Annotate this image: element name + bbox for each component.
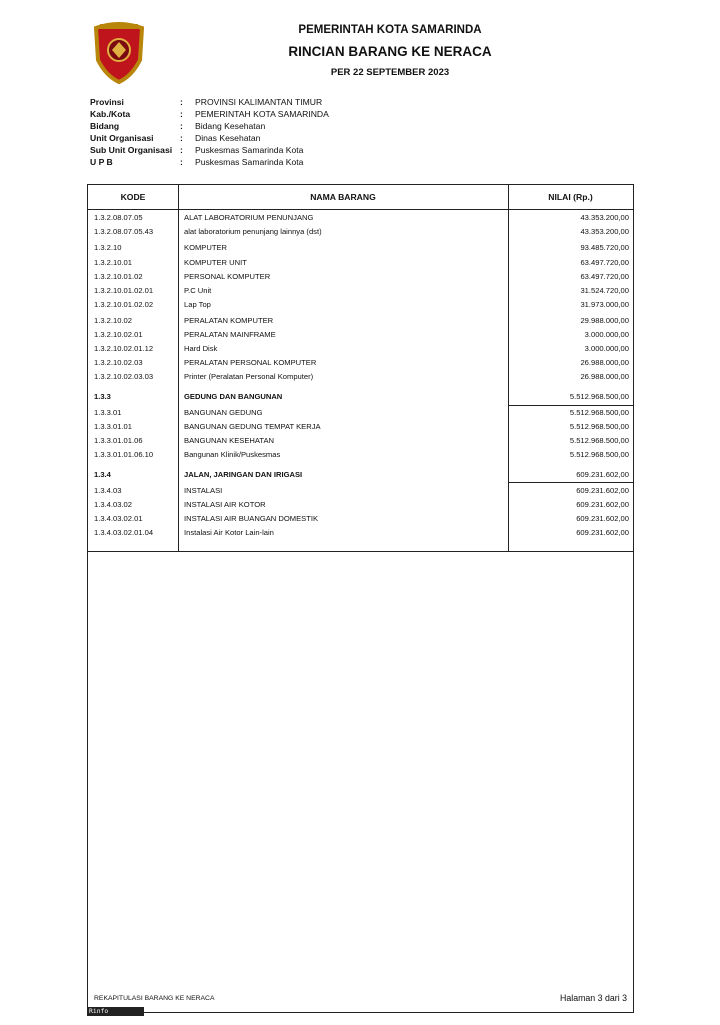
kode-cell: 1.3.2.08.07.05.43 <box>94 227 154 236</box>
info-label: Kab./Kota <box>90 109 131 119</box>
table-row <box>88 512 633 525</box>
info-row-upb: U P B : Puskesmas Samarinda Kota <box>90 156 495 168</box>
table-row <box>88 342 633 355</box>
nama-barang-cell: GEDUNG DAN BANGUNAN <box>184 392 283 401</box>
nilai-cell: 43.353.200,00 <box>580 227 629 236</box>
kode-cell: 1.3.4 <box>94 470 111 479</box>
table-row <box>88 328 633 341</box>
nama-barang-cell: BANGUNAN GEDUNG <box>184 408 263 417</box>
nama-barang-cell: Bangunan Klinik/Puskesmas <box>184 450 281 459</box>
nilai-cell: 609.231.602,00 <box>576 514 629 523</box>
table-row <box>88 390 633 403</box>
table-row <box>88 225 633 238</box>
table-row <box>88 484 633 497</box>
info-row-sub-unit: Sub Unit Organisasi : Puskesmas Samarinda Kota <box>90 144 495 156</box>
nilai-cell: 5.512.968.500,00 <box>569 408 629 417</box>
header-nilai: NILAI (Rp.) <box>548 192 593 202</box>
page-title: RINCIAN BARANG KE NERACA <box>288 44 492 59</box>
kode-cell: 1.3.3 <box>94 392 111 401</box>
kode-cell: 1.3.2.10.01.02 <box>94 272 143 281</box>
kode-cell: 1.3.3.01.01.06 <box>94 436 143 445</box>
nilai-cell: 609.231.602,00 <box>576 486 629 495</box>
nama-barang-cell: KOMPUTER <box>184 243 228 252</box>
info-row-kabkota: Kab./Kota : PEMERINTAH KOTA SAMARINDA <box>90 108 495 120</box>
info-value: Puskesmas Samarinda Kota <box>195 157 304 167</box>
header-kode: KODE <box>120 192 146 202</box>
nilai-cell: 5.512.968.500,00 <box>569 422 629 431</box>
nilai-cell: 93.485.720,00 <box>580 243 629 252</box>
kode-cell: 1.3.2.10.02.01 <box>94 330 143 339</box>
kode-cell: 1.3.2.10.01.02.02 <box>94 300 154 309</box>
nama-barang-cell: ALAT LABORATORIUM PENUNJANG <box>184 213 314 222</box>
table-row <box>88 241 633 254</box>
info-value: PROVINSI KALIMANTAN TIMUR <box>195 97 323 107</box>
kode-cell: 1.3.2.10.02.03 <box>94 358 143 367</box>
nilai-cell: 29.988.000,00 <box>580 316 629 325</box>
nama-barang-cell: Instalasi Air Kotor Lain-lain <box>184 528 274 537</box>
nilai-cell: 26.988.000,00 <box>580 358 629 367</box>
page-number: Halaman 3 dari 3 <box>560 993 627 1003</box>
nilai-cell: 609.231.602,00 <box>576 500 629 509</box>
info-label: Provinsi <box>90 97 124 107</box>
info-value: Dinas Kesehatan <box>195 133 261 143</box>
table-row <box>88 434 633 447</box>
kode-cell: 1.3.2.10.01 <box>94 258 133 267</box>
table-row <box>88 526 633 539</box>
kode-cell: 1.3.4.03.02 <box>94 500 133 509</box>
nilai-cell: 609.231.602,00 <box>576 528 629 537</box>
table-row <box>88 314 633 327</box>
table-row <box>88 468 633 481</box>
footer-report-name: REKAPITULASI BARANG KE NERACA <box>94 995 215 1002</box>
nama-barang-cell: INSTALASI <box>184 486 223 495</box>
nama-barang-cell: PERSONAL KOMPUTER <box>184 272 271 281</box>
info-label: Unit Organisasi <box>90 133 154 143</box>
kode-cell: 1.3.3.01.01.06.10 <box>94 450 154 459</box>
nilai-cell: 63.497.720,00 <box>580 272 629 281</box>
header-divider <box>88 209 633 210</box>
table-row <box>88 211 633 224</box>
nilai-cell: 31.973.000,00 <box>580 300 629 309</box>
table-row <box>88 298 633 311</box>
header-government: PEMERINTAH KOTA SAMARINDA <box>298 24 482 36</box>
kode-cell: 1.3.2.08.07.05 <box>94 213 143 222</box>
nama-barang-cell: INSTALASI AIR KOTOR <box>184 500 266 509</box>
nama-barang-cell: PERALATAN KOMPUTER <box>184 316 274 325</box>
table-row <box>88 256 633 269</box>
table-row <box>88 284 633 297</box>
kode-cell: 1.3.2.10 <box>94 243 122 252</box>
nama-barang-cell: JALAN, JARINGAN DAN IRIGASI <box>184 470 303 479</box>
info-label: U P B <box>90 157 113 167</box>
nilai-cell: 609.231.602,00 <box>576 470 629 479</box>
table-row <box>88 420 633 433</box>
info-row-unit-organisasi: Unit Organisasi : Dinas Kesehatan <box>90 132 495 144</box>
nama-barang-cell: P.C Unit <box>184 286 212 295</box>
info-value: PEMERINTAH KOTA SAMARINDA <box>195 109 329 119</box>
organization-info <box>90 96 495 168</box>
table-row <box>88 356 633 369</box>
info-value: Bidang Kesehatan <box>195 121 266 131</box>
nilai-cell: 3.000.000,00 <box>584 344 629 353</box>
report-date: PER 22 SEPTEMBER 2023 <box>330 67 450 78</box>
nama-barang-cell: BANGUNAN GEDUNG TEMPAT KERJA <box>184 422 321 431</box>
kode-cell: 1.3.3.01.01 <box>94 422 133 431</box>
table-row <box>88 448 633 461</box>
kode-cell: 1.3.3.01 <box>94 408 122 417</box>
nama-barang-cell: BANGUNAN KESEHATAN <box>184 436 275 445</box>
table-row <box>88 270 633 283</box>
nama-barang-cell: alat laboratorium penunjang lainnya (dst) <box>184 227 322 236</box>
kode-cell: 1.3.2.10.02.01.12 <box>94 344 154 353</box>
nilai-cell: 26.988.000,00 <box>580 372 629 381</box>
kode-cell: 1.3.4.03.02.01 <box>94 514 143 523</box>
kode-cell: 1.3.2.10.02.03.03 <box>94 372 154 381</box>
table-row <box>88 498 633 511</box>
nilai-cell: 5.512.968.500,00 <box>569 450 629 459</box>
nama-barang-cell: PERALATAN PERSONAL KOMPUTER <box>184 358 317 367</box>
nama-barang-cell: Hard Disk <box>184 344 218 353</box>
nama-barang-cell: INSTALASI AIR BUANGAN DOMESTIK <box>184 514 319 523</box>
table-row <box>88 406 633 419</box>
nilai-cell: 3.000.000,00 <box>584 330 629 339</box>
nilai-cell: 31.524.720,00 <box>580 286 629 295</box>
info-row-bidang: Bidang : Bidang Kesehatan <box>90 120 495 132</box>
nilai-cell: 43.353.200,00 <box>580 213 629 222</box>
city-emblem-logo <box>92 20 146 84</box>
kode-cell: 1.3.4.03 <box>94 486 122 495</box>
print-stamp: Rinfo 14.5.11.3 <box>87 1007 144 1016</box>
nama-barang-cell: KOMPUTER UNIT <box>184 258 247 267</box>
table-row <box>88 370 633 383</box>
asset-table <box>87 184 634 1013</box>
info-row-provinsi: Provinsi : PROVINSI KALIMANTAN TIMUR <box>90 96 495 108</box>
nama-barang-cell: PERALATAN MAINFRAME <box>184 330 276 339</box>
kode-cell: 1.3.4.03.02.01.04 <box>94 528 154 537</box>
nama-barang-cell: Lap Top <box>184 300 211 309</box>
nilai-cell: 63.497.720,00 <box>580 258 629 267</box>
info-label: Sub Unit Organisasi <box>90 145 173 155</box>
table-body-divider <box>88 551 633 552</box>
nama-barang-cell: Printer (Peralatan Personal Komputer) <box>184 372 314 381</box>
nilai-cell: 5.512.968.500,00 <box>569 392 629 401</box>
kode-cell: 1.3.2.10.01.02.01 <box>94 286 154 295</box>
nilai-cell: 5.512.968.500,00 <box>569 436 629 445</box>
subtotal-divider <box>508 482 633 483</box>
info-value: Puskesmas Samarinda Kota <box>195 145 304 155</box>
info-label: Bidang <box>90 121 120 131</box>
kode-cell: 1.3.2.10.02 <box>94 316 133 325</box>
header-nama-barang: NAMA BARANG <box>310 192 376 202</box>
